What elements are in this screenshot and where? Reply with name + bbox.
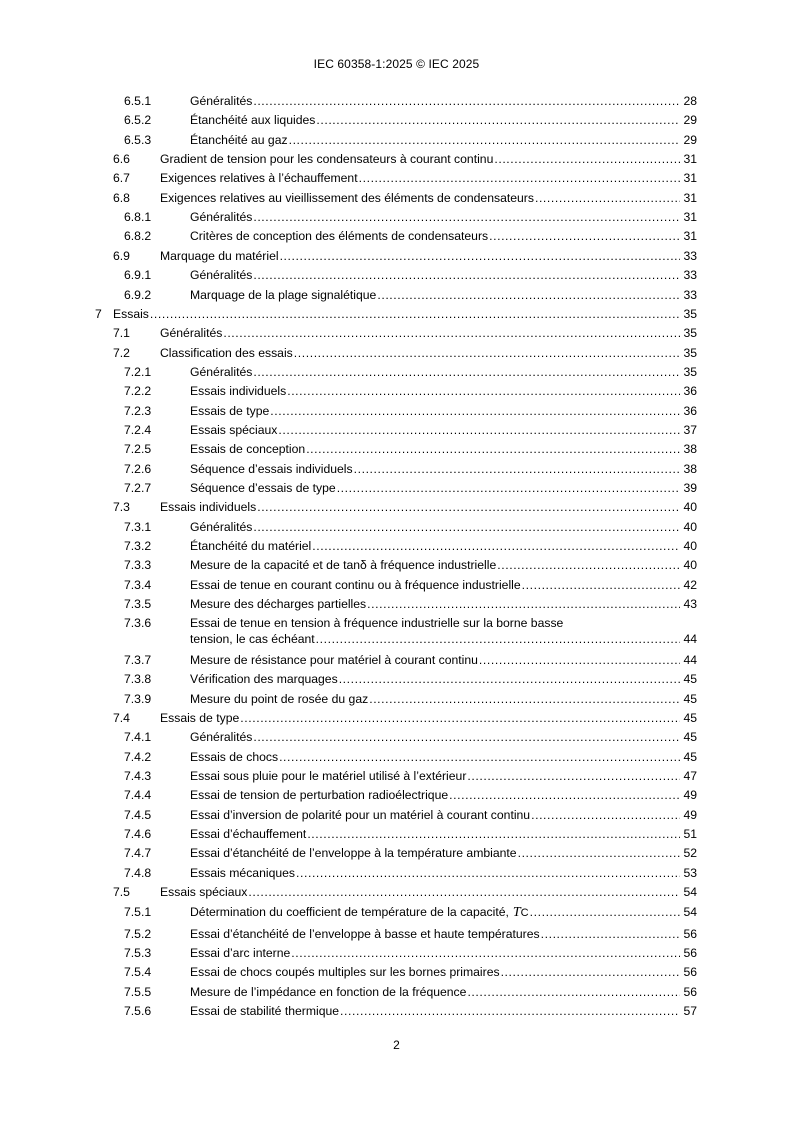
toc-entry-title: Étanchéité au gaz (190, 132, 288, 147)
toc-leader-dots (253, 91, 680, 111)
toc-entry-title: tension, le cas échéant (190, 632, 315, 647)
toc-leader-dots (479, 650, 680, 670)
toc-entry-title: Essai d’échauffement (190, 827, 307, 842)
toc-entry-title: Séquence d’essais individuels (190, 461, 353, 476)
toc-entry-title: Essais de conception (190, 442, 306, 457)
toc-entry[interactable] (0, 149, 793, 169)
toc-leader-dots (316, 110, 680, 130)
toc-entry[interactable] (0, 207, 793, 227)
toc-entry-number: 6.7 (113, 171, 130, 186)
toc-leader-dots (377, 285, 680, 305)
toc-entry-title: Gradient de tension pour les condensateurs à courant continu (160, 152, 494, 167)
toc-entry-page: 40 (683, 558, 697, 573)
toc-entry-page: 39 (683, 481, 697, 495)
toc-entry[interactable] (0, 575, 793, 595)
toc-entry[interactable] (0, 343, 793, 363)
toc-entry-page: 45 (683, 711, 697, 725)
toc-leader-dots (449, 785, 680, 805)
toc-entry-number: 7.3.9 (124, 691, 152, 706)
toc-entry-title: Mesure de l’impédance en fonction de la fréquence (190, 984, 467, 999)
toc-leader-dots (253, 727, 680, 747)
toc-leader-dots (489, 226, 680, 246)
toc-entry[interactable] (0, 708, 793, 728)
toc-entry-number: 7.3 (113, 500, 130, 515)
toc-leader-dots (253, 207, 680, 227)
toc-entry[interactable] (0, 285, 793, 305)
toc-entry-number: 7.2.7 (124, 481, 152, 495)
toc-entry[interactable] (0, 401, 793, 421)
toc-entry-number: 7.3.6 (124, 616, 152, 631)
toc-entry-page: 42 (683, 577, 697, 592)
toc-entry-title: Étanchéité aux liquides (190, 113, 316, 128)
toc-entry-title: Détermination du coefficient de température de la capacité, (190, 904, 509, 919)
toc-entry[interactable] (0, 785, 793, 805)
toc-entry[interactable] (0, 863, 793, 883)
toc-entry-page: 49 (683, 788, 697, 803)
toc-leader-dots (541, 924, 680, 944)
toc-entry-page: 37 (683, 422, 697, 437)
toc-entry-number: 6.8.2 (124, 229, 152, 244)
toc-entry-title: Étanchéité du matériel (190, 539, 312, 554)
toc-entry-page: 56 (683, 965, 697, 980)
toc-entry-number: 7.3.7 (124, 652, 152, 667)
toc-entry-title: Généralités (190, 210, 253, 225)
toc-entry[interactable] (0, 362, 793, 382)
toc-entry-title: Essais de chocs (190, 749, 279, 764)
toc-entry-page: 31 (683, 229, 697, 244)
toc-entry[interactable] (0, 1001, 793, 1021)
toc-leader-dots (289, 130, 680, 150)
toc-entry-number: 6.6 (113, 152, 130, 167)
toc-entry-page: 45 (683, 672, 697, 687)
toc-entry[interactable] (0, 805, 793, 825)
toc-entry[interactable] (0, 613, 793, 649)
toc-entry-number: 7.2.5 (124, 442, 152, 457)
toc-entry-page: 56 (683, 945, 697, 960)
toc-leader-dots (337, 478, 680, 498)
toc-entry-number: 6.8.1 (124, 210, 152, 225)
toc-leader-dots (354, 459, 680, 479)
toc-entry-title: Mesure du point de rosée du gaz (190, 691, 369, 706)
toc-entry-title: Essais de type (160, 711, 240, 725)
toc-entry-title: Essai de chocs coupés multiples sur les bornes primaires (190, 965, 500, 980)
toc-entry-title: Généralités (190, 730, 253, 745)
toc-entry-title: Essai de tension de perturbation radioélectrique (190, 788, 449, 803)
toc-entry-number: 7.5.3 (124, 945, 152, 960)
toc-leader-dots (270, 401, 680, 421)
toc-entry[interactable] (0, 130, 793, 150)
toc-entry[interactable] (0, 459, 793, 479)
toc-entry-number: 7.3.5 (124, 597, 152, 612)
toc-entry-number: 7.4.7 (124, 846, 152, 861)
toc-leader-dots (501, 962, 680, 982)
toc-entry-page: 31 (683, 210, 697, 225)
toc-entry[interactable] (0, 517, 793, 537)
toc-entry-title: Essai d’inversion de polarité pour un matériel à courant continu (190, 807, 531, 822)
toc-entry[interactable] (0, 536, 793, 556)
toc-entry-title: Classification des essais (160, 345, 293, 360)
toc-entry-page: 29 (683, 132, 697, 147)
toc-entry-number: 7.4 (113, 711, 130, 725)
toc-entry-number: 7.4.6 (124, 827, 152, 842)
toc-entry-title: Essais spéciaux (160, 885, 248, 900)
toc-entry-number: 7.4.3 (124, 769, 152, 784)
toc-entry[interactable] (0, 110, 793, 130)
toc-entry-number: 7.4.2 (124, 749, 152, 764)
toc-entry-title: Exigences relatives à l’échauffement (160, 171, 358, 186)
toc-entry[interactable] (0, 323, 793, 343)
toc-entry[interactable] (0, 843, 793, 863)
toc-entry-page: 38 (683, 442, 697, 457)
toc-entry[interactable] (0, 168, 793, 188)
toc-entry-number: 7.3.2 (124, 539, 152, 554)
toc-entry-title: Essais individuels (190, 384, 287, 399)
toc-entry-number: 6.9.1 (124, 268, 152, 283)
toc-entry-number: 7.3.3 (124, 558, 152, 573)
toc-entry-title: Généralités (190, 519, 253, 534)
toc-entry-number: 6.5.3 (124, 132, 152, 147)
toc-leader-dots (518, 843, 680, 863)
toc-entry-number: 6.5.2 (124, 113, 152, 128)
toc-entry[interactable] (0, 962, 793, 982)
toc-entry-title: Essai d’arc interne (190, 945, 291, 960)
toc-entry-title: Essais individuels (160, 500, 257, 515)
toc-entry-page: 31 (683, 190, 697, 205)
toc-entry-page: 36 (683, 384, 697, 399)
toc-entry-number: 7.4.8 (124, 865, 152, 880)
toc-entry-page: 33 (683, 248, 697, 263)
toc-entry-symbol: T (512, 904, 521, 920)
toc-entry-number: 7.3.8 (124, 672, 152, 687)
toc-leader-dots (494, 149, 680, 169)
toc-entry[interactable] (0, 943, 793, 963)
toc-entry-title: Marquage de la plage signalétique (190, 287, 377, 302)
toc-entry[interactable] (0, 902, 793, 922)
toc-leader-dots (307, 824, 680, 844)
toc-entry-title: Critères de conception des éléments de condensateurs (190, 229, 489, 244)
toc-entry-page: 35 (683, 364, 697, 379)
toc-entry-title: Généralités (160, 326, 223, 341)
toc-entry-title: Essai d’étanchéité de l’enveloppe à basse et haute températures (190, 926, 540, 941)
toc-leader-dots (522, 575, 680, 595)
toc-entry-number: 7.4.4 (124, 788, 152, 803)
toc-leader-dots (253, 265, 680, 285)
toc-entry-page: 52 (683, 846, 697, 861)
toc-entry-number: 6.9.2 (124, 287, 152, 302)
toc-entry[interactable] (0, 924, 793, 944)
toc-entry-number: 7.2.3 (124, 403, 152, 418)
toc-entry-title: Généralités (190, 94, 253, 108)
toc-entry-number: 7.5.5 (124, 984, 152, 999)
toc-entry[interactable] (0, 982, 793, 1002)
toc-entry-number: 7.5.1 (124, 904, 152, 919)
toc-entry[interactable] (0, 91, 793, 111)
toc-entry[interactable] (0, 497, 793, 517)
toc-leader-dots (279, 747, 680, 767)
toc-entry-number: 7.5.4 (124, 965, 152, 980)
toc-entry[interactable] (0, 265, 793, 285)
toc-entry-page: 49 (683, 807, 697, 822)
toc-entry-title: Mesure des décharges partielles (190, 597, 367, 612)
toc-entry-number: 7.2.2 (124, 384, 152, 399)
toc-leader-dots (367, 594, 680, 614)
toc-entry-title: Exigences relatives au vieillissement des éléments de condensateurs (160, 190, 534, 205)
toc-leader-dots (312, 536, 680, 556)
toc-entry[interactable] (0, 727, 793, 747)
toc-entry-title: Généralités (190, 268, 253, 283)
toc-entry-title-line1: Essai de tenue en tension à fréquence industrielle sur la borne basse (190, 616, 564, 631)
toc-entry[interactable] (0, 439, 793, 459)
toc-entry-title: Essai de tenue en courant continu ou à fréquence industrielle (190, 577, 521, 592)
toc-entry-page: 45 (683, 730, 697, 745)
toc-entry-page: 35 (683, 345, 697, 360)
toc-leader-dots (467, 766, 680, 786)
toc-entry[interactable] (0, 689, 793, 709)
toc-leader-dots (535, 188, 680, 208)
toc-entry-title: Généralités (190, 364, 253, 379)
toc-entry[interactable] (0, 650, 793, 670)
toc-entry-page: 40 (683, 539, 697, 554)
toc-entry-title: Essais spéciaux (190, 422, 278, 437)
toc-entry-number: 7.2.4 (124, 422, 152, 437)
toc-entry-title: Essais mécaniques (190, 865, 295, 880)
toc-entry-title: Essai sous pluie pour le matériel utilisé à l’extérieur (190, 769, 467, 784)
toc-entry-number: 7.4.5 (124, 807, 152, 822)
toc-entry[interactable] (0, 478, 793, 498)
toc-leader-dots (497, 555, 680, 575)
toc-entry-page: 54 (683, 904, 697, 919)
toc-entry-number: 7.1 (113, 326, 130, 341)
toc-entry-number: 7.2.1 (124, 364, 152, 379)
toc-entry-page: 53 (683, 865, 697, 880)
toc-entry-number: 6.8 (113, 190, 130, 205)
toc-entry[interactable] (0, 555, 793, 575)
toc-entry-page: 44 (683, 652, 697, 667)
toc-entry-number: 7.5 (113, 885, 130, 900)
toc-entry-number: 7.3.4 (124, 577, 152, 592)
toc-leader-dots (253, 362, 680, 382)
toc-leader-dots (369, 689, 680, 709)
toc-leader-dots (306, 439, 680, 459)
toc-entry-page: 40 (683, 519, 697, 534)
toc-leader-dots (340, 1001, 680, 1021)
toc-entry-page: 54 (683, 885, 697, 900)
toc-leader-dots (278, 420, 680, 440)
toc-entry-page: 40 (683, 500, 697, 515)
toc-entry-number: 6.5.1 (124, 94, 152, 108)
toc-entry[interactable] (0, 188, 793, 208)
toc-entry-number: 7.2.6 (124, 461, 152, 476)
toc-entry[interactable] (0, 246, 793, 266)
toc-leader-dots (257, 497, 680, 517)
page-number: 2 (393, 1038, 400, 1052)
toc-entry[interactable] (0, 381, 793, 401)
toc-entry-title: Essai d’étanchéité de l’enveloppe à la température ambiante (190, 846, 517, 861)
toc-leader-dots (531, 805, 680, 825)
toc-entry-number: 7.5.2 (124, 926, 152, 941)
toc-leader-dots (223, 323, 680, 343)
toc-entry-page: 56 (683, 984, 697, 999)
toc-entry-page: 56 (683, 926, 697, 941)
toc-entry-page: 45 (683, 749, 697, 764)
toc-leader-dots (530, 902, 680, 922)
toc-entry[interactable] (0, 226, 793, 246)
toc-entry[interactable] (0, 420, 793, 440)
toc-entry-title: Mesure de résistance pour matériel à courant continu (190, 652, 478, 667)
toc-entry-title: Essai de stabilité thermique (190, 1003, 340, 1018)
toc-entry-page: 31 (683, 171, 697, 186)
toc-entry-title: Vérification des marquages (190, 672, 338, 687)
toc-entry-page: 45 (683, 691, 697, 706)
toc-leader-dots (150, 304, 680, 324)
toc-leader-dots (316, 629, 680, 649)
toc-leader-dots (253, 517, 680, 537)
toc-entry-number: 7.4.1 (124, 730, 152, 745)
toc-entry[interactable] (0, 669, 793, 689)
toc-entry-page: 33 (683, 268, 697, 283)
toc-entry-page: 57 (683, 1003, 697, 1018)
toc-entry-number: 7.5.6 (124, 1003, 152, 1018)
toc-entry-page: 35 (683, 306, 697, 321)
toc-entry-page: 51 (683, 827, 697, 842)
toc-entry-page: 36 (683, 403, 697, 418)
toc-entry-page: 28 (683, 94, 697, 108)
toc-entry-title: Mesure de la capacité et de tanδ à fréquence industrielle (190, 558, 497, 573)
toc-entry-page: 31 (683, 152, 697, 167)
toc-entry[interactable] (0, 304, 793, 324)
toc-leader-dots (240, 708, 680, 728)
toc-entry[interactable] (0, 766, 793, 786)
toc-entry[interactable] (0, 594, 793, 614)
toc-entry-page: 33 (683, 287, 697, 302)
toc-entry-number: 7.3.1 (124, 519, 152, 534)
toc-leader-dots (248, 882, 680, 902)
toc-leader-dots (467, 982, 680, 1002)
toc-entry[interactable] (0, 747, 793, 767)
toc-leader-dots (280, 246, 680, 266)
toc-entry-title: Marquage du matériel (160, 248, 279, 263)
toc-entry[interactable] (0, 824, 793, 844)
toc-entry-page: 47 (683, 769, 697, 784)
toc-entry-title: Séquence d’essais de type (190, 481, 336, 495)
toc-entry-page: 43 (683, 597, 697, 612)
toc-entry-number: 6.9 (113, 248, 130, 263)
toc-entry-title: Essais (113, 306, 149, 321)
toc-leader-dots (296, 863, 680, 883)
toc-leader-dots (339, 669, 680, 689)
page-header: IEC 60358-1:2025 © IEC 2025 (313, 57, 480, 71)
toc-entry-page: 44 (683, 632, 697, 647)
toc-entry-title: Essais de type (190, 403, 270, 418)
toc-leader-dots (287, 381, 680, 401)
toc-leader-dots (359, 168, 680, 188)
toc-leader-dots (291, 943, 680, 963)
toc-leader-dots (294, 343, 680, 363)
toc-entry-number: 7.2 (113, 345, 130, 360)
toc-entry-number: 7 (95, 306, 102, 321)
toc-entry[interactable] (0, 882, 793, 902)
toc-entry-page: 29 (683, 113, 697, 128)
toc-entry-symbol-subscript: C (520, 906, 529, 919)
toc-entry-page: 38 (683, 461, 697, 476)
toc-entry-page: 35 (683, 326, 697, 341)
